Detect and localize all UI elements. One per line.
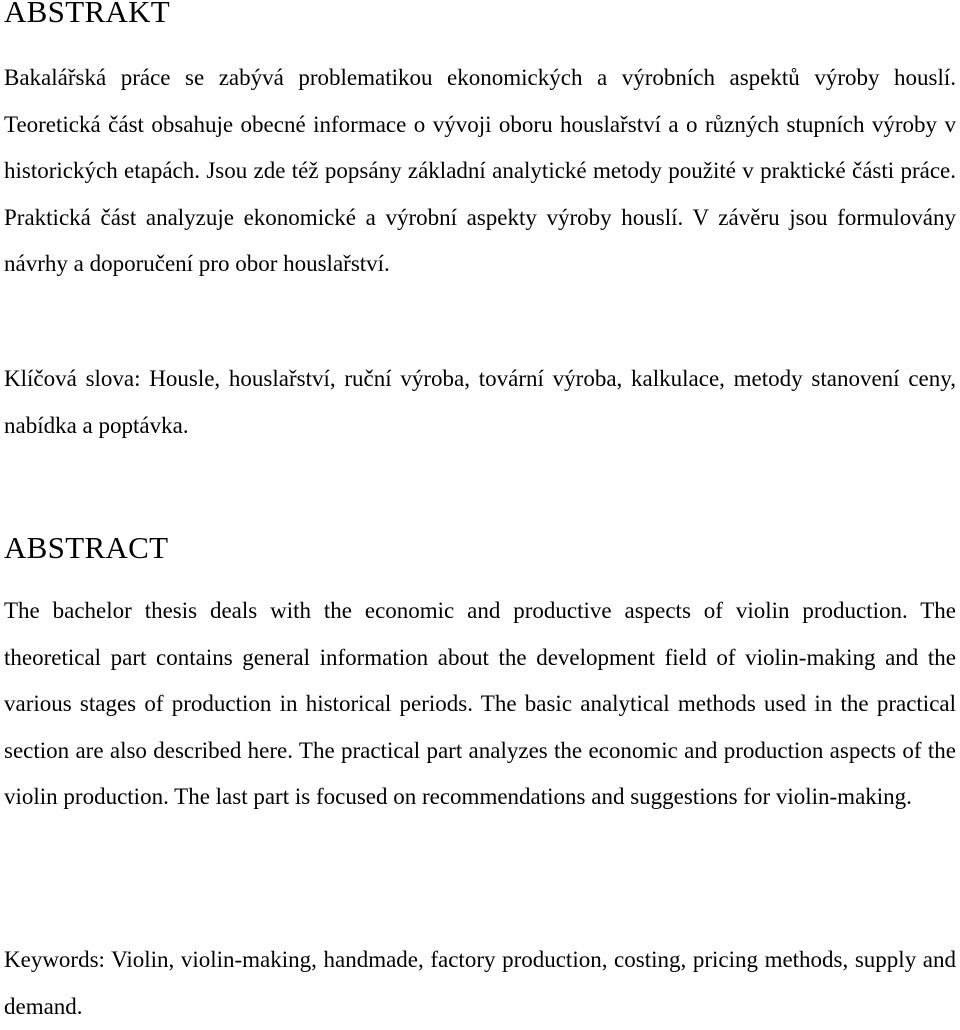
abstrakt-heading: ABSTRAKT: [4, 0, 171, 29]
abstrakt-paragraph: Bakalářská práce se zabývá problematikou ekonomických a výrobních aspektů výroby houslí. Teoretická část obsahuje obecné informace o vývoji oboru houslařství a o různých stupních výroby v historických etapách. Jsou zde též popsány základní analytické metody použité v praktické části práce. Praktická část analyzuje ekonomické a výrobní aspekty výroby houslí. V závěru jsou formulovány návrhy a doporučení pro obor houslařství.: [4, 65, 956, 277]
klicova-slova-paragraph: Klíčová slova: Housle, houslařství, ruční výroba, tovární výroba, kalkulace, metody stanovení ceny, nabídka a poptávka.: [4, 366, 956, 438]
abstract-paragraph: The bachelor thesis deals with the economic and productive aspects of violin production. The theoretical part contains general information about the development field of violin-making and the various stages of production in historical periods. The basic analytical methods used in the practical section are also described here. The practical part analyzes the economic and production aspects of the violin production. The last part is focused on recommendations and suggestions for violin-making.: [4, 598, 956, 810]
keywords-paragraph: Keywords: Violin, violin-making, handmade, factory production, costing, pricing methods, supply and demand.: [4, 947, 956, 1019]
abstract-heading: ABSTRACT: [4, 530, 169, 565]
